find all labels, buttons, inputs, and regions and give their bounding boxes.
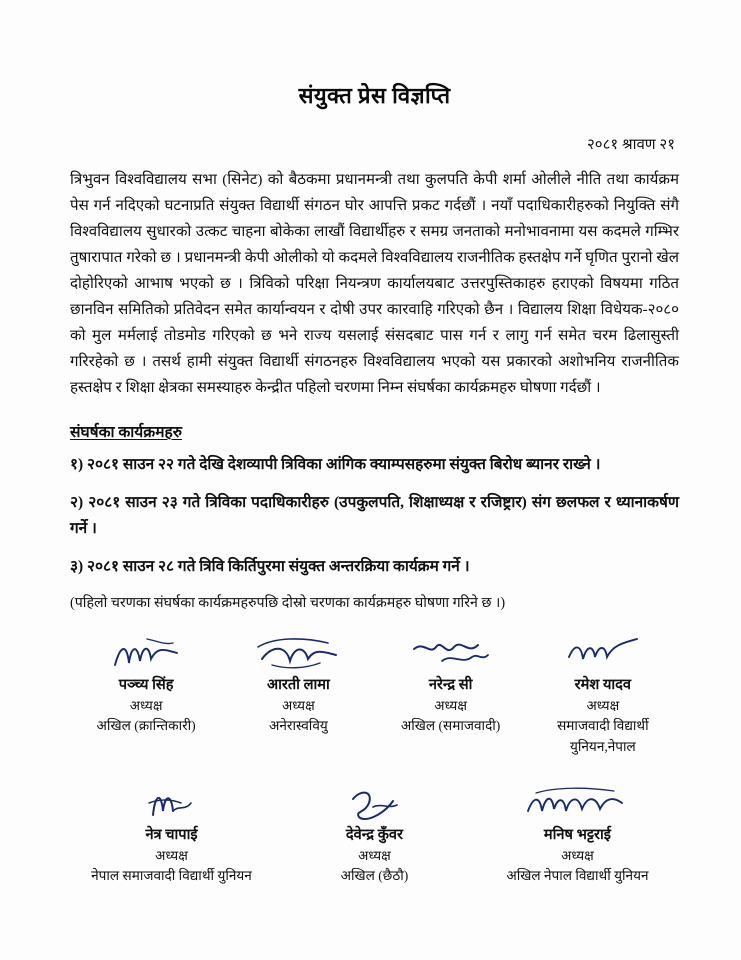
document-date: २०८१ श्रावण २१ bbox=[587, 137, 675, 153]
signatory-7 bbox=[476, 783, 679, 887]
program-item-1: १) २०८१ साउन २२ गते देखि देशव्यापी त्रिविका आंगिक क्याम्पसहरुमा संयुक्त बिरोध ब्यानर राख्ने । bbox=[70, 455, 601, 473]
signature-mark-icon bbox=[479, 783, 676, 823]
signatory-post: अध्यक्ष bbox=[155, 848, 188, 864]
signatory-5 bbox=[70, 783, 273, 887]
signature-row-2 bbox=[70, 783, 679, 887]
signatory-org: समाजवादी विद्यार्थी युनियन,नेपाल bbox=[557, 718, 649, 754]
signatory-2 bbox=[222, 633, 374, 757]
signatory-org: नेपाल समाजवादी विद्यार्थी युनियन bbox=[91, 868, 252, 884]
signatory-post: अध्यक्ष bbox=[586, 698, 620, 714]
signatory-6 bbox=[273, 783, 476, 887]
signatory-name: देवेन्द्र कुँवर bbox=[345, 827, 403, 844]
signatory-1 bbox=[70, 633, 222, 757]
signatory-org: अखिल नेपाल विद्यार्थी युनियन bbox=[506, 868, 649, 884]
signatory-post: अध्यक्ष bbox=[561, 848, 594, 864]
signatory-post: अध्यक्ष bbox=[434, 698, 467, 714]
signature-block bbox=[70, 633, 679, 887]
program-item-3: ३) २०८१ साउन २८ गते त्रिवि किर्तिपुरमा संयुक्त अन्तरक्रिया कार्यक्रम गर्ने । bbox=[70, 558, 470, 576]
signature-mark-icon bbox=[530, 633, 676, 673]
program-note: (पहिलो चरणका संघर्षका कार्यक्रमहरुपछि दोस्रो चरणका कार्यक्रमहरु घोषणा गरिने छ ।) bbox=[70, 595, 506, 612]
signature-row-1 bbox=[70, 633, 679, 757]
signatory-org: अखिल (छैठौ) bbox=[340, 868, 409, 884]
document-body-paragraph: त्रिभुवन विश्वविद्यालय सभा (सिनेट) को बैठकमा प्रधानमन्त्री तथा कुलपति केपी शर्मा ओलीले नीति तथा कार्यक्रम पेस गर्न नदिएको घटनाप्रति संयुक्त विद्यार्थी संगठन घोर आपत्ति प्रकट गर्दछौं । नयाँ पदाधिकारीहरुको नियुक्ति संगै विश्वविद्यालय सुधारको उत्कट चाहना बोकेका लाखौं विद्यार्थीहरु र समग्र जनताको मनोभावनामा यस कदमले गम्भिर तुषारापात गरेको छ । प्रधानमन्त्री केपी ओलीको यो कदमले विश्वविद्यालय राजनीतिक हस्तक्षेप गर्ने घृणित पुरानो खेल दोहोरिएको आभाष भएको छ । त्रिविको परिक्षा नियन्त्रण कार्यालयबाट उत्तरपुस्तिकाहरु हराएको विषयमा गठित छानविन समितिको प्रतिवेदन समेत कार्यान्वयन र दोषी उपर कारवाहि गरिएको छैन । विद्यालय शिक्षा विधेयक-२०८० को मुल मर्मलाई तोडमोड गरिएको छ भने राज्य यसलाई संसदबाट पास गर्न र लागु गर्न समेत चरम ढिलासुस्ती गरिरहेको छ । तसर्थ हामी संयुक्त विद्यार्थी संगठनहरु विश्वविद्यालय भएको यस प्रकारको अशोभनिय राजनीतिक हस्तक्षेप र शिक्षा क्षेत्रका समस्याहरु केन्द्रीत पहिलो चरणमा निम्न संघर्षका कार्यक्रमहरु घोषणा गर्दछौं । bbox=[70, 172, 679, 396]
signatory-name: मनिष भट्टराई bbox=[543, 827, 611, 844]
page-title: संयुक्त प्रेस विज्ञप्ति bbox=[298, 83, 451, 108]
signatory-post: अध्यक्ष bbox=[358, 848, 391, 864]
signatory-org: अखिल (क्रान्तिकारी) bbox=[96, 718, 196, 734]
signature-mark-icon bbox=[73, 633, 219, 673]
signatory-name: पञ्च्य सिंह bbox=[118, 677, 174, 694]
signature-mark-icon bbox=[276, 783, 473, 823]
signatory-3 bbox=[375, 633, 527, 757]
signatory-org: अनेरास्वविय‍ु bbox=[268, 718, 328, 734]
program-item-2: २) २०८१ साउन २३ गते त्रिविका पदाधिकारीहरु (उपकुलपति, शिक्षाध्यक्ष र रजिष्ट्रार) संग छलफल र ध्यानाकर्षण गर्ने । bbox=[70, 493, 679, 538]
signatory-post: अध्यक्ष bbox=[129, 698, 163, 714]
signature-mark-icon bbox=[225, 633, 371, 673]
section-heading-programs: संघर्षका कार्यक्रमहरु bbox=[70, 423, 182, 441]
signatory-name: आरती लामा bbox=[266, 677, 330, 694]
signatory-org: अखिल (समाजवादी) bbox=[400, 718, 501, 734]
signature-mark-icon bbox=[73, 783, 270, 823]
signature-mark-icon bbox=[378, 633, 524, 673]
signatory-name: नरेन्द्र सी bbox=[428, 677, 473, 694]
signatory-post: अध्यक्ष bbox=[282, 698, 315, 714]
signatory-4 bbox=[527, 633, 679, 757]
signatory-name: रमेश यादव bbox=[574, 677, 632, 694]
program-list bbox=[70, 452, 679, 582]
signatory-name: नेत्र चापाई bbox=[145, 827, 198, 844]
